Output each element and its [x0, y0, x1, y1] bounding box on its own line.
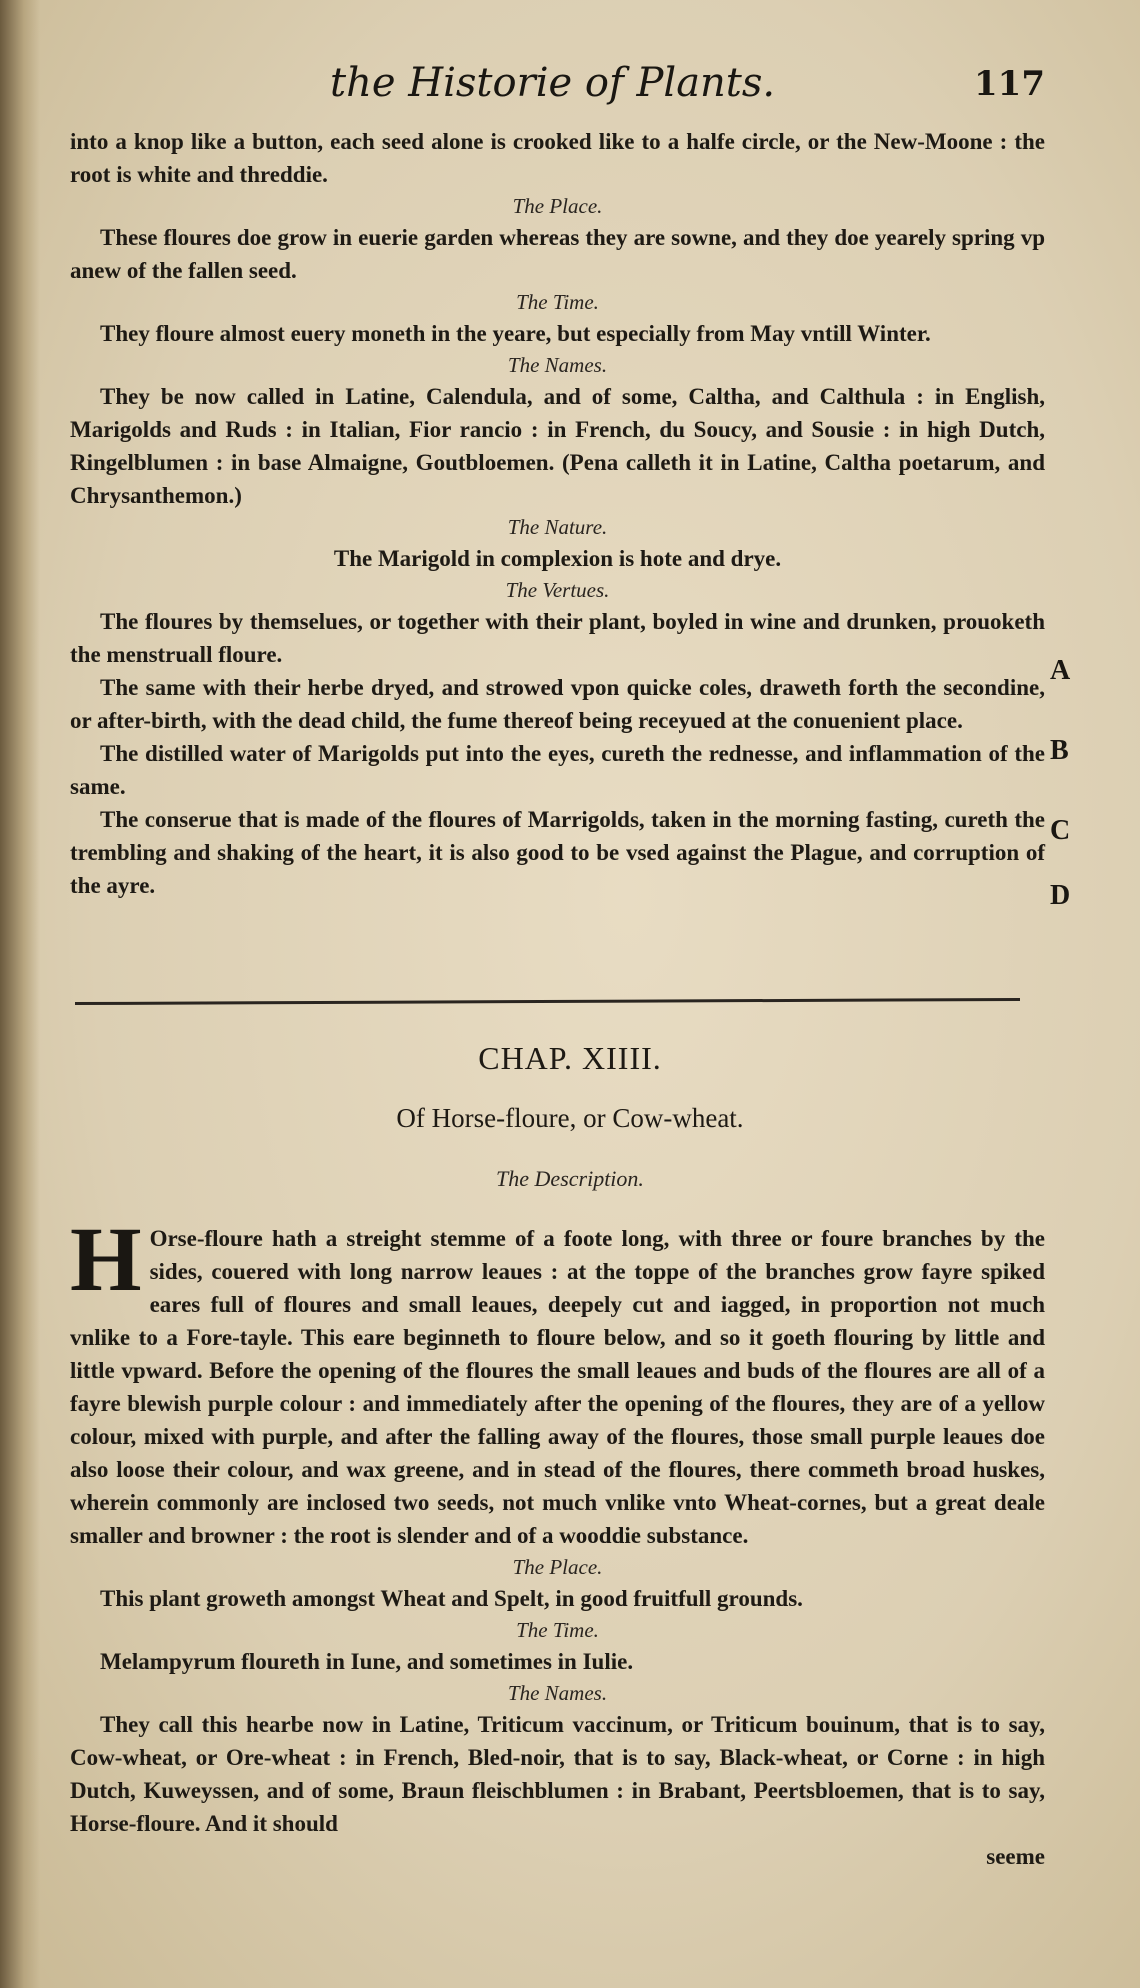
description-heading: The Description. — [496, 1166, 644, 1191]
nature-paragraph: The Marigold in complexion is hote and drye. — [333, 546, 782, 571]
description-text: Orse-floure hath a streight stemme of a foote long, with three or foure branches by the sides, couered with long narrow leaues : at the toppe of the branches grow fayre spiked eares full of floures and small leaues, deepely cut and iagged, in proportion not much vnlike to a Fore-tayle. This eare beginneth to floure below, and so it goeth flouring by little and little vpward. Before the opening of the floures the small leaues and buds of the floures are all of a fayre blewish purple colour : and immediately after the opening of the floures, they are of a yellow colour, mixed with purple, and after the falling away of the floures, those small purple leaues doe also loose their colour, and wax greene, and in stead of the floures, there commeth broad huskes, wherein commonly are inclosed two seeds, not much vnlike vnto Wheat-cornes, but a great deale smaller and browner : the root is slender and of a wooddie substance. — [70, 1226, 1045, 1548]
vertue-b-paragraph: The same with their herbe dryed, and strowed vpon quicke coles, draweth forth the secondine, or after-birth, with the dead child, the fume thereof being receyued at the conuenient place. — [70, 675, 1045, 733]
running-head — [0, 60, 1140, 120]
margin-letter-b: B — [1050, 735, 1069, 766]
catchword: seeme — [986, 1844, 1045, 1869]
top-section — [70, 125, 1045, 902]
description-continuation: into a knop like a button, each seed alone is crooked like to a halfe circle, or the New-Moone : the root is white and threddie. — [70, 129, 1045, 187]
chapter-names-paragraph: They call this hearbe now in Latine, Triticum vaccinum, or Triticum bouinum, that is to say, Cow-wheat, or Ore-wheat : in French, Bled-noir, that is to say, Black-wheat, or Corne : in high Dutch, Kuweyssen, and of some, Braun fleischblumen : in Brabant, Peertsbloemen, that is to say, Horse-floure. And it should — [70, 1712, 1045, 1836]
nature-heading: The Nature. — [507, 515, 608, 539]
running-title: the Historie of Plants. — [330, 60, 776, 106]
chapter-time-paragraph: Melampyrum floureth in Iune, and sometimes in Iulie. — [100, 1649, 634, 1674]
margin-letter-d: D — [1050, 880, 1071, 911]
chapter-place-paragraph: This plant groweth amongst Wheat and Spelt, in good fruitfull grounds. — [100, 1586, 803, 1611]
chapter-subtitle: Of Horse-floure, or Cow-wheat. — [396, 1103, 744, 1133]
chapter-names-heading: The Names. — [507, 1681, 608, 1705]
time-paragraph: They floure almost euery moneth in the yeare, but especially from May vntill Winter. — [100, 321, 931, 346]
margin-letter-a: A — [1050, 655, 1071, 686]
description-paragraph — [70, 1208, 1045, 1552]
chapter-time-heading: The Time. — [516, 1618, 599, 1642]
time-heading: The Time. — [516, 290, 599, 314]
vertue-d-paragraph: The conserue that is made of the floures of Marrigolds, taken in the morning fasting, cureth the trembling and shaking of the heart, it is also good to be vsed against the Plague, and corruption of the ayre. — [70, 807, 1045, 898]
vertue-c-paragraph: The distilled water of Marigolds put into the eyes, cureth the rednesse, and inflammation of the same. — [70, 741, 1045, 799]
vertues-heading: The Vertues. — [505, 578, 610, 602]
section-divider-rule — [75, 998, 1020, 1005]
chapter-title: CHAP. XIIII. — [478, 1040, 662, 1076]
margin-letter-c: C — [1050, 815, 1071, 846]
place-heading: The Place. — [512, 194, 603, 218]
chapter-place-heading: The Place. — [512, 1555, 603, 1579]
names-paragraph: They be now called in Latine, Calendula, and of some, Caltha, and Calthula : in English, Marigolds and Ruds : in Italian, Fior rancio : in French, du Soucy, and Sousie : in high Dutch, Ringelblumen : in base Almaigne, Goutbloemen. (Pena calleth it in Latine, Caltha poetarum, and Chrysanthemon.) — [70, 384, 1045, 508]
place-paragraph: These floures doe grow in euerie garden whereas they are sowne, and they doe yearely spring vp anew of the fallen seed. — [70, 225, 1045, 283]
page-number: 117 — [974, 64, 1045, 104]
names-heading: The Names. — [507, 353, 608, 377]
chapter-section — [70, 1208, 1045, 1873]
vertue-a-paragraph: The floures by themselues, or together with their plant, boyled in wine and drunken, prouoketh the menstruall floure. — [70, 609, 1045, 667]
drop-cap-letter: H — [70, 1208, 142, 1310]
